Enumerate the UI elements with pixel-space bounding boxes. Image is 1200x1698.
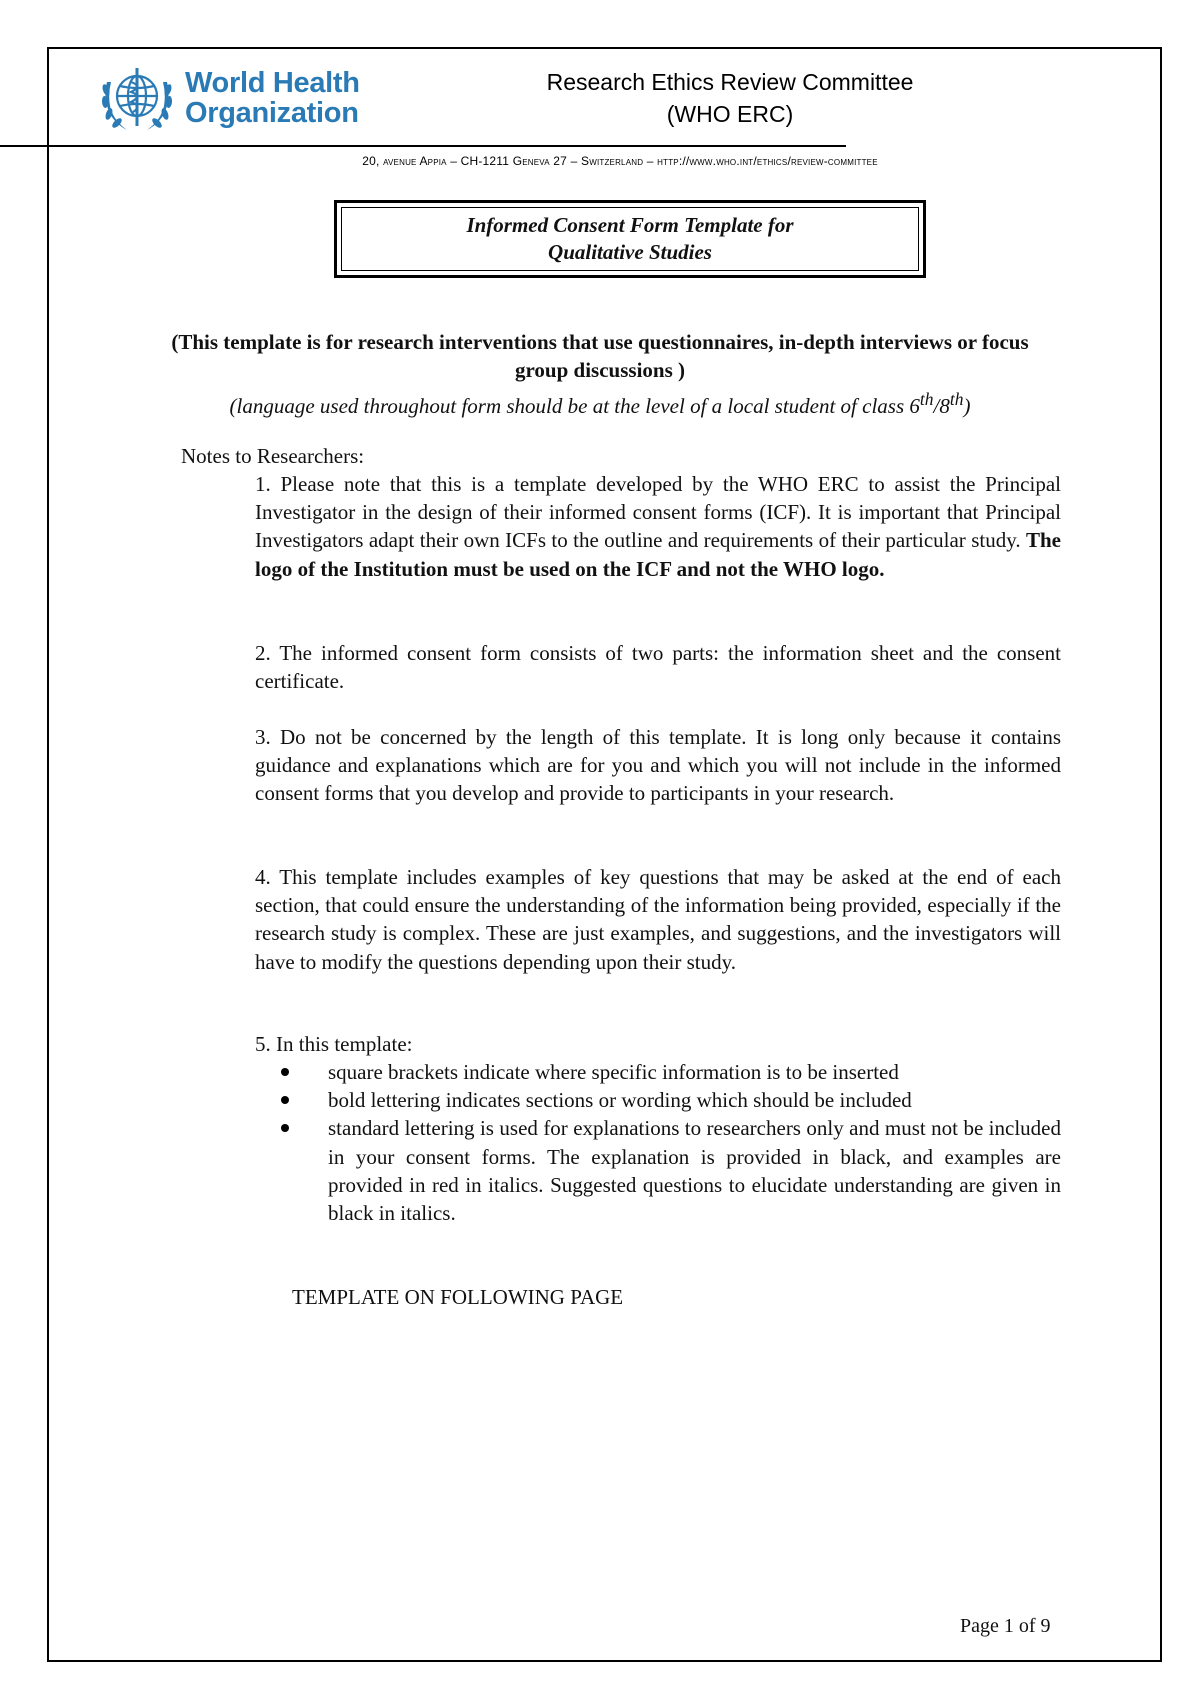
- title-box-inner: [341, 207, 919, 271]
- superscript-th-2: th: [949, 389, 964, 409]
- note-4: 4. This template includes examples of key questions that may be asked at the end of each section, that could ensure the understanding of the information being provided, especially if the research study is complex. These are just examples, and suggestions, and the investigators will have to modify the questions depending upon their study.: [255, 865, 1061, 974]
- page-frame: [47, 47, 1162, 1662]
- language-note-mid: /8: [933, 394, 950, 418]
- intro-line-2: group discussions ): [514, 358, 685, 382]
- who-emblem-icon: [97, 60, 177, 136]
- note-1-bold: The logo of the Institution must be used on the ICF and not the WHO logo.: [255, 528, 1061, 581]
- who-logo-text: [185, 68, 360, 128]
- title-box: [334, 200, 926, 278]
- language-note-end: ): [963, 394, 971, 418]
- note-5: 5. In this template:: [255, 1032, 413, 1056]
- bullet-text: standard lettering is used for explanations to researchers only and must not be included in your consent forms. The explanation is provided in black, and examples are provided in red in italics. Suggested questions to elucidate understanding are given in black in italics.: [328, 1116, 1061, 1226]
- note-1: [255, 470, 1061, 583]
- header-rule: [0, 145, 846, 147]
- language-note-start: (language used throughout form should be at the level of a local student of class 6: [229, 394, 920, 418]
- bullet-text: bold lettering indicates sections or wording which should be included: [328, 1088, 912, 1113]
- bullet-icon: [281, 1124, 289, 1132]
- language-note: [60, 385, 1140, 420]
- superscript-th-1: th: [919, 389, 934, 409]
- bullet-icon: [281, 1068, 289, 1076]
- following-page-note: TEMPLATE ON FOLLOWING PAGE: [292, 1285, 624, 1309]
- intro-line-1: (This template is for research interventions that use questionnaires, in-depth interviews or focus: [171, 330, 1029, 354]
- title-line-2: Qualitative Studies: [548, 240, 712, 264]
- note-3: 3. Do not be concerned by the length of this template. It is long only because it contains guidance and explanations which are for you and which you will not include in the informed consent forms that you develop and provide to participants in your research.: [255, 725, 1061, 806]
- logo-line-1: World Health: [185, 67, 360, 99]
- page-number: Page 1 of 9: [960, 1615, 1051, 1637]
- bullet-text: square brackets indicate where specific information is to be inserted: [328, 1060, 899, 1084]
- logo-line-2: Organization: [185, 97, 359, 129]
- title-line-1: Informed Consent Form Template for: [466, 213, 794, 237]
- who-logo: [97, 58, 367, 138]
- notes-heading: Notes to Researchers:: [181, 444, 365, 468]
- bullet-icon: [281, 1096, 289, 1104]
- committee-abbrev: (WHO ERC): [666, 101, 794, 127]
- list-item: [255, 1086, 1061, 1114]
- address-line: 20, avenue Appia – CH-1211 Geneva 27 – Switzerland – http://www.who.int/ethics/review-committee: [362, 154, 878, 168]
- committee-heading: [500, 66, 960, 130]
- committee-name: Research Ethics Review Committee: [546, 69, 914, 95]
- list-item: [255, 1058, 1061, 1086]
- list-item: [255, 1114, 1061, 1227]
- bullet-list: [255, 1058, 1061, 1227]
- intro-statement: [60, 328, 1140, 384]
- note-2: 2. The informed consent form consists of two parts: the information sheet and the consent certificate.: [255, 641, 1061, 694]
- note-1-text: 1. Please note that this is a template developed by the WHO ERC to assist the Principal Investigator in the design of their informed consent forms (ICF). It is important that Principal Investigators adapt their own ICFs to the outline and requirements of their particular study.: [255, 472, 1061, 553]
